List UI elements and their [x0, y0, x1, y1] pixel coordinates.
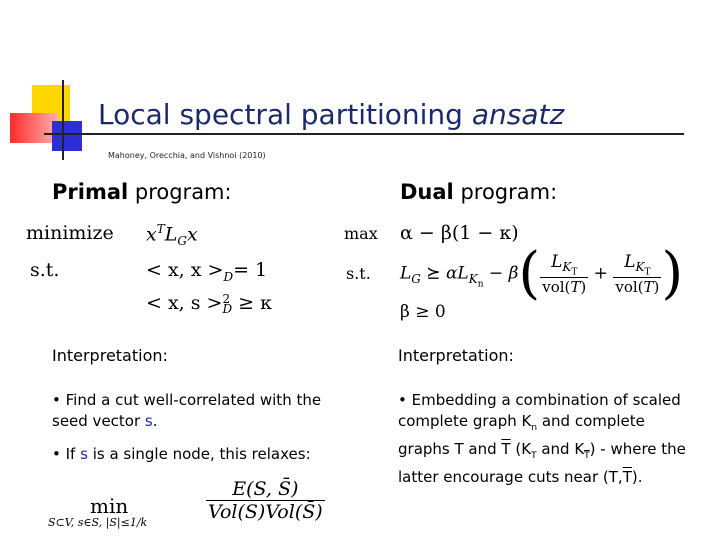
logo-vertical-line	[62, 80, 64, 160]
left-bullet-2: • If s is a single node, this relaxes:	[52, 445, 311, 463]
slide-title: Local spectral partitioning ansatz	[98, 98, 565, 131]
beta-constraint: β ≥ 0	[400, 302, 446, 322]
primal-constraint-2: < x, s > 2 D ≥ κ	[146, 292, 272, 316]
min-label: min	[90, 494, 129, 518]
min-subscript: S⊂V, s∈S, |S|≤1/k	[48, 516, 148, 529]
dual-heading: Dual program:	[400, 180, 558, 204]
dual-objective: α − β(1 − κ)	[400, 222, 519, 244]
dual-constraint: $L_G$ ⪰ $\alpha L_{K_n} - \beta$( $\frac{L_{K_T}}{\text{vol(T)}}$ + $\frac{L_{K_T}}{\text{vol(T)}}$ )	[400, 241, 684, 306]
title-underline	[44, 133, 684, 135]
logo-blue-block	[52, 121, 82, 151]
min-fraction: $\frac{E(S, S̄)}{\text{Vol(S)Vol(S̄)}}$	[208, 478, 323, 523]
dual-st-label: s.t.	[346, 264, 371, 283]
primal-objective: $x^TL_Gx$	[146, 222, 198, 249]
right-interpretation-label: Interpretation:	[398, 346, 514, 365]
authors-citation: Mahoney, Orecchia, and Vishnoi (2010)	[108, 151, 266, 160]
primal-heading: Primal program:	[52, 180, 232, 204]
primal-st-label: s.t.	[30, 259, 60, 281]
logo-red-block	[10, 113, 58, 143]
max-label: max	[344, 224, 378, 243]
minimize-label: minimize	[26, 222, 114, 244]
left-interpretation-label: Interpretation:	[52, 346, 168, 365]
primal-constraint-1: < x, $x >_D= 1$	[146, 259, 268, 284]
right-bullet: • Embedding a combination of scaled complete graph $K_n$ and complete graphs T and $\overline{T}$ ($K_T$ and $K_{\overline{T}}$) - where the latter encourage cuts near $(T,\overline{T})$.	[398, 391, 686, 486]
left-bullet-1: • Find a cut well-correlated with the seed vector s.	[52, 391, 322, 430]
